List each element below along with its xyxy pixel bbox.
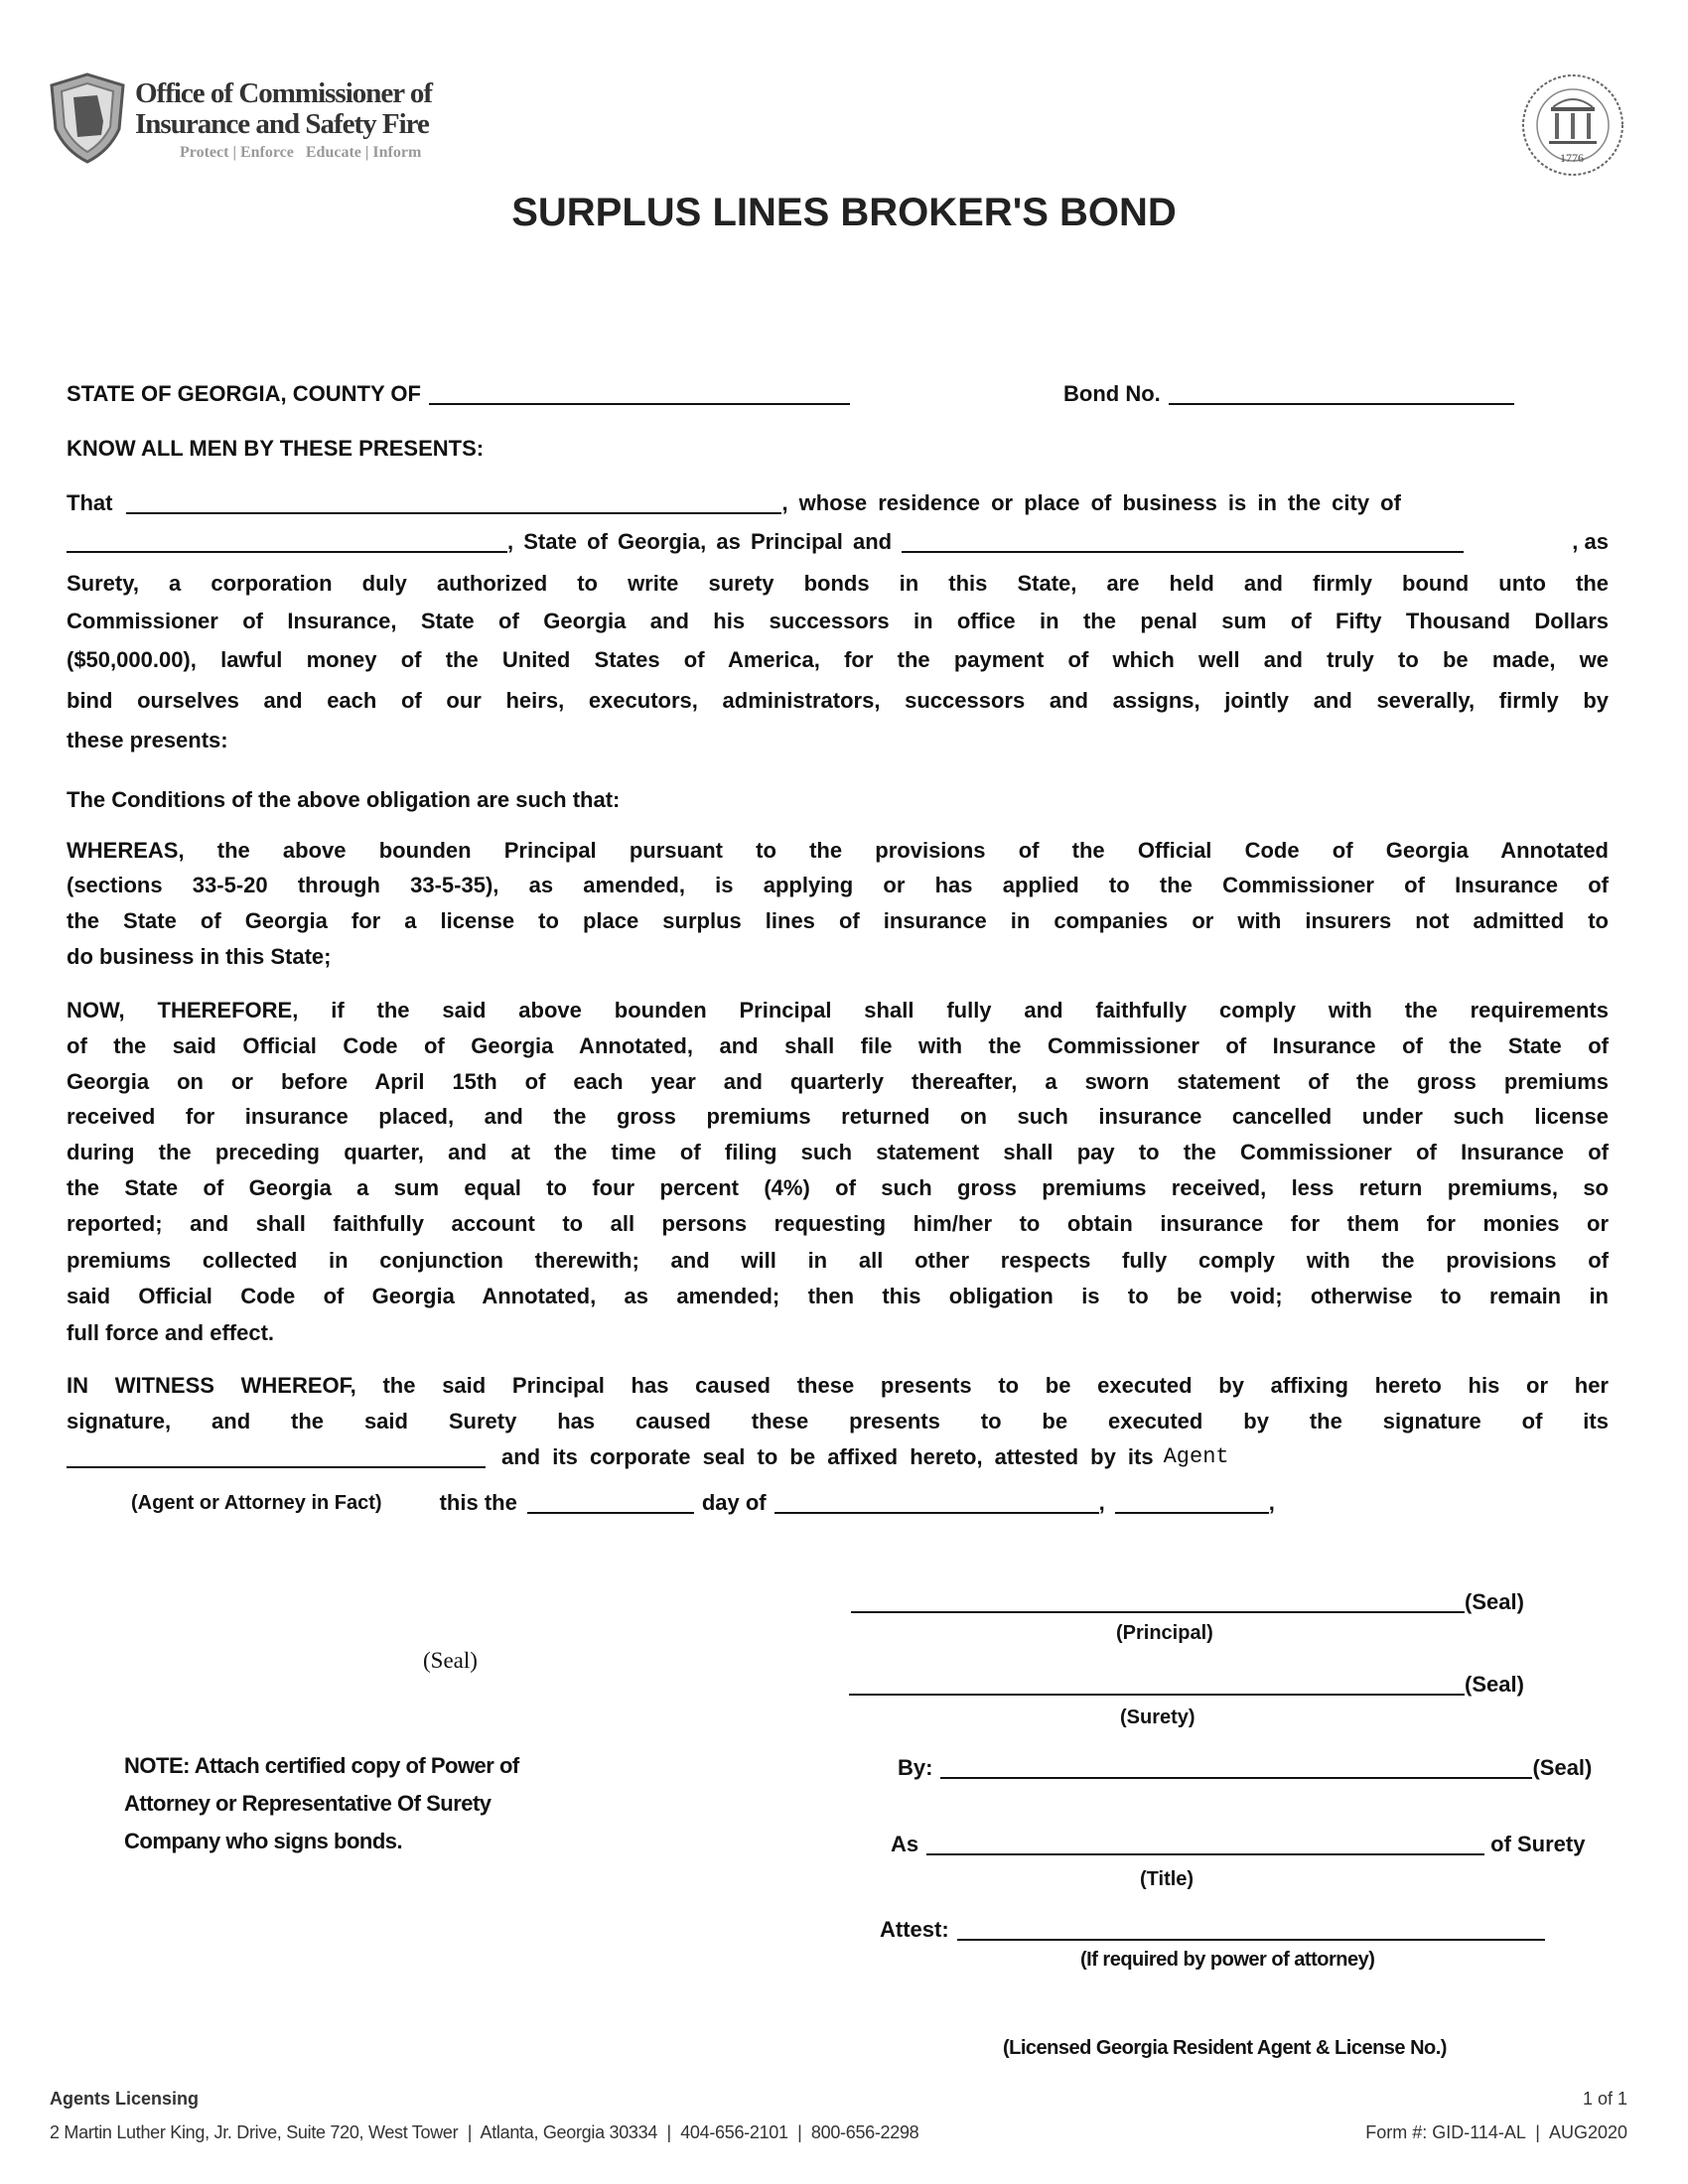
witness-line3-text: and its corporate seal to be affixed hereto, attested by its (501, 1444, 1154, 1469)
day-of-label: day of (701, 1490, 767, 1515)
by-row (898, 1751, 1592, 1785)
para1-line: these presents: (67, 728, 228, 752)
now-therefore-line: said Official Code of Georgia Annotated, as amended; then this obligation is to be void; otherwise to remain in (67, 1284, 1609, 1308)
para1-line: Surety, a corporation duly authorized to write surety bonds in this State, are held and firmly bound unto the (67, 571, 1609, 596)
that-row (67, 486, 1609, 520)
note (124, 1747, 519, 1860)
witness-line: IN WITNESS WHEREOF, the said Principal has caused these presents to be executed by affixing hereto his or her (67, 1373, 1609, 1398)
surety-caption: (Surety) (1120, 1706, 1196, 1728)
attest-label: Attest: (880, 1917, 949, 1942)
state-seal (1519, 71, 1626, 179)
witness-line-3 (67, 1440, 1229, 1474)
by-seal: (Seal) (1532, 1755, 1593, 1780)
of-surety-label: of Surety (1490, 1832, 1586, 1856)
agent-name-field[interactable] (67, 1444, 486, 1468)
this-the-label: this the (439, 1490, 517, 1515)
page-title: SURPLUS LINES BROKER'S BOND (511, 191, 1177, 234)
whereas-line: do business in this State; (67, 944, 332, 969)
surety-signature-row (849, 1668, 1524, 1702)
as-row (891, 1828, 1585, 1861)
principal-signature-field[interactable] (851, 1589, 1465, 1613)
note-line: Attorney or Representative Of Surety (124, 1791, 492, 1816)
left-seal: (Seal) (423, 1648, 478, 1673)
line2-end: , as (1572, 529, 1609, 554)
para1-line: ($50,000.00), lawful money of the United States of America, for the payment of which well and truly to be made, we (67, 647, 1609, 672)
title-field[interactable] (926, 1832, 1484, 1855)
principal-seal: (Seal) (1465, 1589, 1524, 1614)
month-field[interactable] (774, 1490, 1099, 1514)
now-therefore-line: premiums collected in conjunction therewith; and will in all other respects fully comply with the provisions of (67, 1248, 1609, 1273)
by-label: By: (898, 1755, 933, 1780)
now-therefore-line: during the preceding quarter, and at the time of filing such statement shall pay to the Commissioner of Insurance of (67, 1140, 1609, 1164)
attest-caption: (If required by power of attorney) (1080, 1949, 1375, 1971)
whereas-line: (sections 33-5-20 through 33-5-35), as amended, is applying or has applied to the Commissioner of Insurance of (67, 873, 1609, 897)
county-field[interactable] (429, 381, 850, 405)
attest-field[interactable] (957, 1917, 1545, 1941)
witness-line: signature, and the said Surety has caused these presents to be executed by the signature of its (67, 1409, 1609, 1433)
now-therefore-line: the State of Georgia a sum equal to four percent (4%) of such gross premiums received, less return premiums, so (67, 1175, 1609, 1200)
logo-line-2: Insurance and Safety Fire (135, 108, 429, 140)
bond-no-label: Bond No. (1063, 381, 1161, 406)
surety-seal: (Seal) (1465, 1672, 1524, 1697)
surety-name-field[interactable] (902, 529, 1464, 553)
now-therefore-line: NOW, THEREFORE, if the said above bounden Principal shall fully and faithfully comply with the requirements (67, 998, 1609, 1023)
bond-no-row (1063, 377, 1514, 411)
para1-line: Commissioner of Insurance, State of Georgia and his successors in office in the penal sum of Fifty Thousand Dollars (67, 609, 1609, 633)
that-label: That (67, 490, 113, 515)
date-comma-1: , (1098, 1490, 1105, 1515)
year-field[interactable] (1115, 1490, 1269, 1514)
know-all: KNOW ALL MEN BY THESE PRESENTS: (67, 436, 485, 461)
seal-year: 1776 (1560, 151, 1584, 165)
logo-line-1: Office of Commissioner of (135, 77, 433, 109)
line2-mid: , State of Georgia, as Principal and (507, 529, 893, 554)
note-line: Company who signs bonds. (124, 1829, 403, 1853)
now-therefore-line: of the said Official Code of Georgia Annotated, and shall file with the Commissioner of Insurance of the State of (67, 1033, 1609, 1058)
shield-icon (48, 71, 127, 165)
surety-signature-field[interactable] (849, 1672, 1465, 1696)
footer-form-no: Form #: GID-114-AL | AUG2020 (1365, 2122, 1627, 2142)
county-row (67, 377, 850, 411)
whereas-line: WHEREAS, the above bounden Principal pursuant to the provisions of the Official Code of Georgia Annotated (67, 838, 1609, 863)
city-field[interactable] (67, 529, 507, 553)
principal-name-field[interactable] (126, 490, 781, 514)
date-row (131, 1486, 1275, 1520)
whereas-line: the State of Georgia for a license to place surplus lines of insurance in companies or with insurers not admitted to (67, 908, 1609, 933)
that-suffix: , whose residence or place of business is in the city of (781, 490, 1401, 515)
now-therefore-line: Georgia on or before April 15th of each year and quarterly thereafter, a sworn statement of the gross premiums (67, 1069, 1609, 1094)
title-caption: (Title) (1140, 1868, 1195, 1890)
now-therefore-line: full force and effect. (67, 1320, 275, 1345)
conditions-heading: The Conditions of the above obligation are such that: (67, 787, 621, 812)
para1-line: bind ourselves and each of our heirs, executors, administrators, successors and assigns, jointly and severally, firmly by (67, 688, 1609, 713)
now-therefore-line: received for insurance placed, and the gross premiums returned on such insurance cancelled under such license (67, 1104, 1609, 1129)
footer-page: 1 of 1 (1582, 2089, 1627, 2109)
bond-no-field[interactable] (1169, 381, 1514, 405)
date-comma-2: , (1268, 1490, 1275, 1515)
agent-caption: (Agent or Attorney in Fact) (131, 1492, 382, 1514)
note-line: NOTE: Attach certified copy of Power of (124, 1753, 519, 1778)
by-field[interactable] (940, 1755, 1532, 1779)
principal-signature-row (851, 1585, 1524, 1619)
agency-logo (48, 71, 465, 171)
city-row (67, 525, 1609, 559)
licensed-caption: (Licensed Georgia Resident Agent & License No.) (1003, 2037, 1447, 2059)
attest-row (880, 1913, 1545, 1947)
witness-agent-value[interactable]: Agent (1163, 1444, 1229, 1469)
as-label: As (891, 1832, 919, 1856)
now-therefore-line: reported; and shall faithfully account to all persons requesting him/her to obtain insurance for them for monies or (67, 1211, 1609, 1236)
principal-caption: (Principal) (1116, 1622, 1213, 1644)
logo-tagline: Protect | Enforce Educate | Inform (180, 144, 422, 161)
footer-dept: Agents Licensing (50, 2089, 200, 2109)
footer-address: 2 Martin Luther King, Jr. Drive, Suite 720, West Tower | Atlanta, Georgia 30334 | 404-656-2101 | 800-656-2298 (50, 2122, 919, 2142)
county-label: STATE OF GEORGIA, COUNTY OF (67, 381, 421, 406)
day-field[interactable] (527, 1490, 694, 1514)
